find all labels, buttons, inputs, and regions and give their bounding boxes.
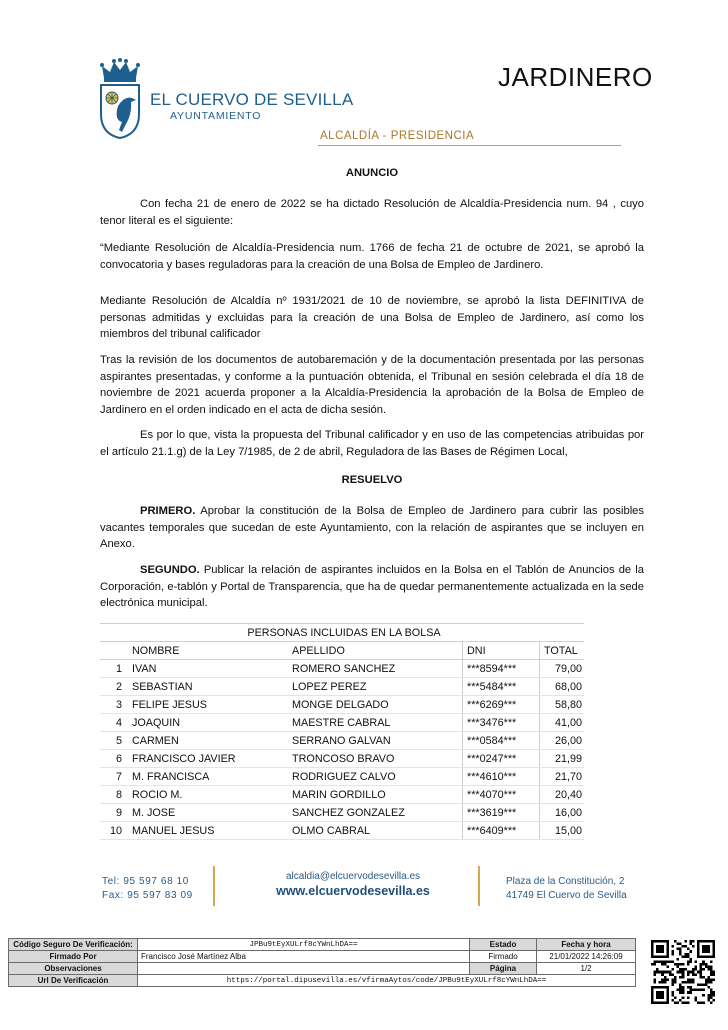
row-nombre: FELIPE JESUS (128, 696, 288, 714)
pagina-value: 1/2 (537, 963, 636, 975)
row-dni: ***6269*** (463, 696, 540, 714)
row-dni: ***6409*** (463, 822, 540, 840)
table-body (100, 660, 584, 840)
row-nombre: JOAQUIN (128, 714, 288, 732)
header-divider (318, 145, 621, 146)
table-caption: PERSONAS INCLUIDAS EN LA BOLSA (100, 624, 584, 642)
row-apellido: LOPEZ PEREZ (288, 678, 462, 696)
row-dni: ***0247*** (463, 750, 540, 768)
row-dni: ***3476*** (463, 714, 540, 732)
announcement-heading: ANUNCIO (345, 167, 399, 179)
paragraph-segundo (100, 562, 644, 612)
row-nombre: M. JOSE (128, 804, 288, 822)
row-number: 2 (100, 678, 128, 696)
row-apellido: MARIN GORDILLO (288, 786, 462, 804)
row-total: 58,80 (540, 696, 585, 714)
paragraph-convocatoria: “Mediante Resolución de Alcaldía-Presidencia num. 1766 de fecha 21 de octubre de 2021, se aprobó la convocatoria y bases reguladoras para la creación de una Bolsa de Empleo de Jardinero. (100, 242, 644, 271)
segundo-text: Publicar la relación de aspirantes incluidos en la Bolsa en el Tablón de Anuncios de la Corporación, e-tablón y Portal de Transparencia, que ha de quedar permanentemente actualizada en la sede electrónica municipal. (100, 564, 644, 609)
footer-divider-right (478, 866, 480, 906)
document-title: JARDINERO (498, 62, 653, 92)
paragraph-lista-definitiva: Mediante Resolución de Alcaldía nº 1931/2021 de 10 de noviembre, se aprobó la lista DEFINITIVA de personas admitidas y excluidas para la creación de una Bolsa de Empleo de Jardinero, así como los miembros del tribunal calificador (100, 295, 644, 340)
row-nombre: SEBASTIAN (128, 678, 288, 696)
table-row (100, 768, 584, 786)
row-apellido: TRONCOSO BRAVO (288, 750, 462, 768)
estado-label: Estado (470, 939, 537, 951)
row-total: 26,00 (540, 732, 585, 750)
row-number: 8 (100, 786, 128, 804)
table-row (100, 696, 584, 714)
fecha-label: Fecha y hora (537, 939, 636, 951)
paragraph-competencias: Es por lo que, vista la propuesta del Tribunal calificador y en uso de las competencias atribuidas por el artículo 21.1.g) de la Ley 7/1985, de 2 de abril, Reguladora de las Bases de Régimen Local, (100, 429, 644, 458)
row-dni: ***5484*** (463, 678, 540, 696)
header-nombre: NOMBRE (128, 642, 288, 660)
estado-value: Firmado (470, 951, 537, 963)
csv-label: Código Seguro De Verificación: (9, 939, 138, 951)
table-row (100, 714, 584, 732)
coat-of-arms-logo (98, 58, 142, 140)
row-nombre: ROCIO M. (128, 786, 288, 804)
row-dni: ***4610*** (463, 768, 540, 786)
table-row (100, 804, 584, 822)
header-dni: DNI (463, 642, 540, 660)
phone-block (102, 875, 193, 903)
observaciones-label: Observaciones (9, 963, 138, 975)
primero-text: Aprobar la constitución de la Bolsa de Empleo de Jardinero para cubrir las posibles vacantes temporales que sucedan de este Ayuntamiento, con la relación de aspirantes que se incluyen en Anexo. (100, 505, 644, 550)
address-block (506, 875, 627, 903)
verification-url-link[interactable]: https://portal.dipusevilla.es/vfirmaAytos/code/JPBu9tEyXULrf8cYWnLhDA== (138, 975, 636, 987)
row-total: 68,00 (540, 678, 585, 696)
row-total: 15,00 (540, 822, 585, 840)
fecha-value: 21/01/2022 14:26:09 (537, 951, 636, 963)
row-dni: ***8594*** (463, 660, 540, 678)
row-number: 7 (100, 768, 128, 786)
row-number: 6 (100, 750, 128, 768)
row-apellido: SERRANO GALVAN (288, 732, 462, 750)
contact-block (258, 870, 448, 898)
footer-divider-left (213, 866, 215, 906)
table-row (100, 678, 584, 696)
paragraph-primero (100, 503, 644, 553)
phone-number: Tel: 95 597 68 10 (102, 876, 189, 887)
row-apellido: MONGE DELGADO (288, 696, 462, 714)
row-total: 21,70 (540, 768, 585, 786)
row-dni: ***4070*** (463, 786, 540, 804)
row-nombre: IVAN (128, 660, 288, 678)
row-number: 4 (100, 714, 128, 732)
organization-name: EL CUERVO DE SEVILLA (150, 90, 354, 109)
table-row (100, 750, 584, 768)
header-number (100, 642, 128, 660)
persons-table (100, 623, 584, 840)
website-link[interactable]: www.elcuervodesevilla.es (276, 884, 430, 898)
row-nombre: MANUEL JESUS (128, 822, 288, 840)
qr-code-icon (651, 940, 715, 1004)
row-apellido: RODRIGUEZ CALVO (288, 768, 462, 786)
row-apellido: ROMERO SANCHEZ (288, 660, 462, 678)
row-dni: ***3619*** (463, 804, 540, 822)
row-number: 10 (100, 822, 128, 840)
address-line-2: 41749 El Cuervo de Sevilla (506, 890, 627, 901)
primero-label: PRIMERO. (140, 505, 196, 517)
url-label: Url De Verificación (9, 975, 138, 987)
row-apellido: SANCHEZ GONZALEZ (288, 804, 462, 822)
fax-number: Fax: 95 597 83 09 (102, 890, 193, 901)
row-dni: ***0584*** (463, 732, 540, 750)
row-nombre: CARMEN (128, 732, 288, 750)
pagina-label: Página (470, 963, 537, 975)
email-link[interactable]: alcaldia@elcuervodesevilla.es (285, 871, 421, 882)
resuelvo-heading: RESUELVO (341, 474, 403, 486)
row-number: 1 (100, 660, 128, 678)
organization-subtitle: AYUNTAMIENTO (170, 110, 262, 122)
paragraph-tribunal: Tras la revisión de los documentos de autobaremación y de la documentación presentada por las personas aspirantes presentadas, y conforme a la puntuación obtenida, el Tribunal en sesión celebrada el día 18 de noviembre de 2021 acuerda proponer a la Alcaldía-Presidencia la aprobación de la Bolsa de Empleo de Jardinero en el orden indicado en el acta de dicha sesión. (100, 354, 644, 416)
header-total: TOTAL (540, 642, 585, 660)
table-row (100, 732, 584, 750)
department-label: ALCALDÍA - PRESIDENCIA (320, 130, 475, 142)
csv-value: JPBu9tEyXULrf8cYWnLhDA== (138, 939, 470, 951)
row-total: 41,00 (540, 714, 585, 732)
row-total: 21,99 (540, 750, 585, 768)
verification-table (8, 938, 636, 987)
header-apellido: APELLIDO (288, 642, 462, 660)
segundo-label: SEGUNDO. (140, 564, 200, 576)
table-row (100, 660, 584, 678)
firmado-label: Firmado Por (9, 951, 138, 963)
row-number: 3 (100, 696, 128, 714)
row-nombre: FRANCISCO JAVIER (128, 750, 288, 768)
table-row (100, 822, 584, 840)
paragraph-intro: Con fecha 21 de enero de 2022 se ha dictado Resolución de Alcaldía-Presidencia num. 94 , cuyo tenor literal es el siguiente: (100, 198, 644, 227)
firmado-value: Francisco José Martínez Alba (138, 951, 470, 963)
row-apellido: MAESTRE CABRAL (288, 714, 462, 732)
row-total: 20,40 (540, 786, 585, 804)
row-total: 16,00 (540, 804, 585, 822)
row-number: 9 (100, 804, 128, 822)
row-number: 5 (100, 732, 128, 750)
address-line-1: Plaza de la Constitución, 2 (506, 876, 625, 887)
row-nombre: M. FRANCISCA (128, 768, 288, 786)
table-row (100, 786, 584, 804)
row-apellido: OLMO CABRAL (288, 822, 462, 840)
observaciones-value (138, 963, 470, 975)
row-total: 79,00 (540, 660, 585, 678)
